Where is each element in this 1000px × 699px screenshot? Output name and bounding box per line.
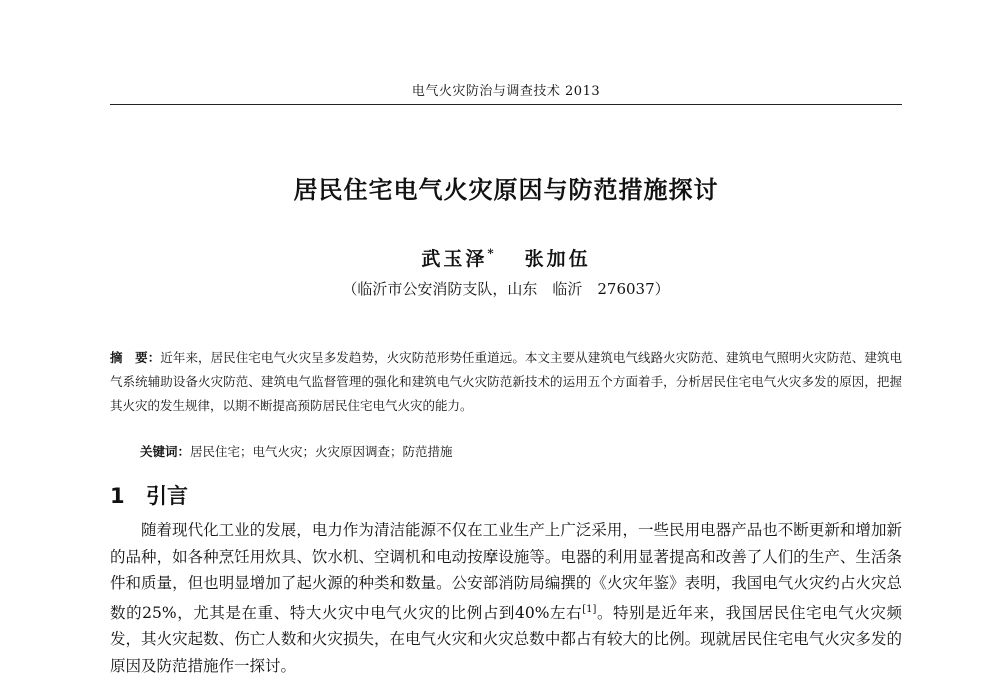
author-1: 武玉泽 bbox=[421, 248, 488, 270]
keywords-text: 居民住宅；电气火灾；火灾原因调查；防范措施 bbox=[190, 444, 453, 459]
author-2: 张加伍 bbox=[524, 248, 591, 270]
body-text-part1: 随着现代化工业的发展，电力作为清洁能源不仅在工业生产上广泛采用，一些民用电器产品也不断更新和增加新的品种，如各种烹饪用炊具、饮水机、空调机和电动按摩设施等。电器的利用显著提高和改善了人们的生产、生活条件和质量，但也明显增加了起火源的种类和数量。公安部消防局编撰的《火灾年鉴》表明，我国电气火灾约占火灾总数的25%，尤其是在重、特大火灾中电气火灾的比例占到40%左右 bbox=[110, 521, 902, 622]
affiliation: （临沂市公安消防支队，山东 临沂 276037） bbox=[342, 280, 670, 298]
body-paragraph bbox=[110, 517, 902, 679]
abstract-label: 摘 要： bbox=[110, 350, 161, 365]
header-rule bbox=[110, 104, 902, 105]
running-header: 电气火灾防治与调查技术 2013 bbox=[411, 84, 601, 99]
section-title: 引言 bbox=[146, 484, 188, 508]
keywords bbox=[140, 442, 900, 460]
corresponding-author-mark: * bbox=[487, 246, 497, 261]
abstract-text: 近年来，居民住宅电气火灾呈多发趋势，火灾防范形势任重道远。本文主要从建筑电气线路火灾防范、建筑电气照明火灾防范、建筑电气系统辅助设备火灾防范、建筑电气监督管理的强化和建筑电气火灾防范新技术的运用五个方面着手，分析居民住宅电气火灾多发的原因，把握其火灾的发生规律，以期不断提高预防居民住宅电气火灾的能力。 bbox=[110, 350, 902, 413]
section-number: 1 bbox=[110, 484, 125, 508]
paper-title: 居民住宅电气火灾原因与防范措施探讨 bbox=[293, 176, 719, 204]
abstract bbox=[110, 346, 902, 418]
body-text-part2: 。特别是近年来，我国居民住宅电气火灾频发，其火灾起数、伤亡人数和火灾损失，在电气火灾和火灾总数中都占有较大的比例。现就居民住宅电气火灾多发的原因及防范措施作一探讨。 bbox=[110, 603, 902, 675]
authors bbox=[110, 244, 902, 271]
citation-mark: [1] bbox=[582, 603, 597, 615]
section-heading bbox=[110, 480, 188, 510]
keywords-label: 关键词： bbox=[140, 444, 191, 459]
